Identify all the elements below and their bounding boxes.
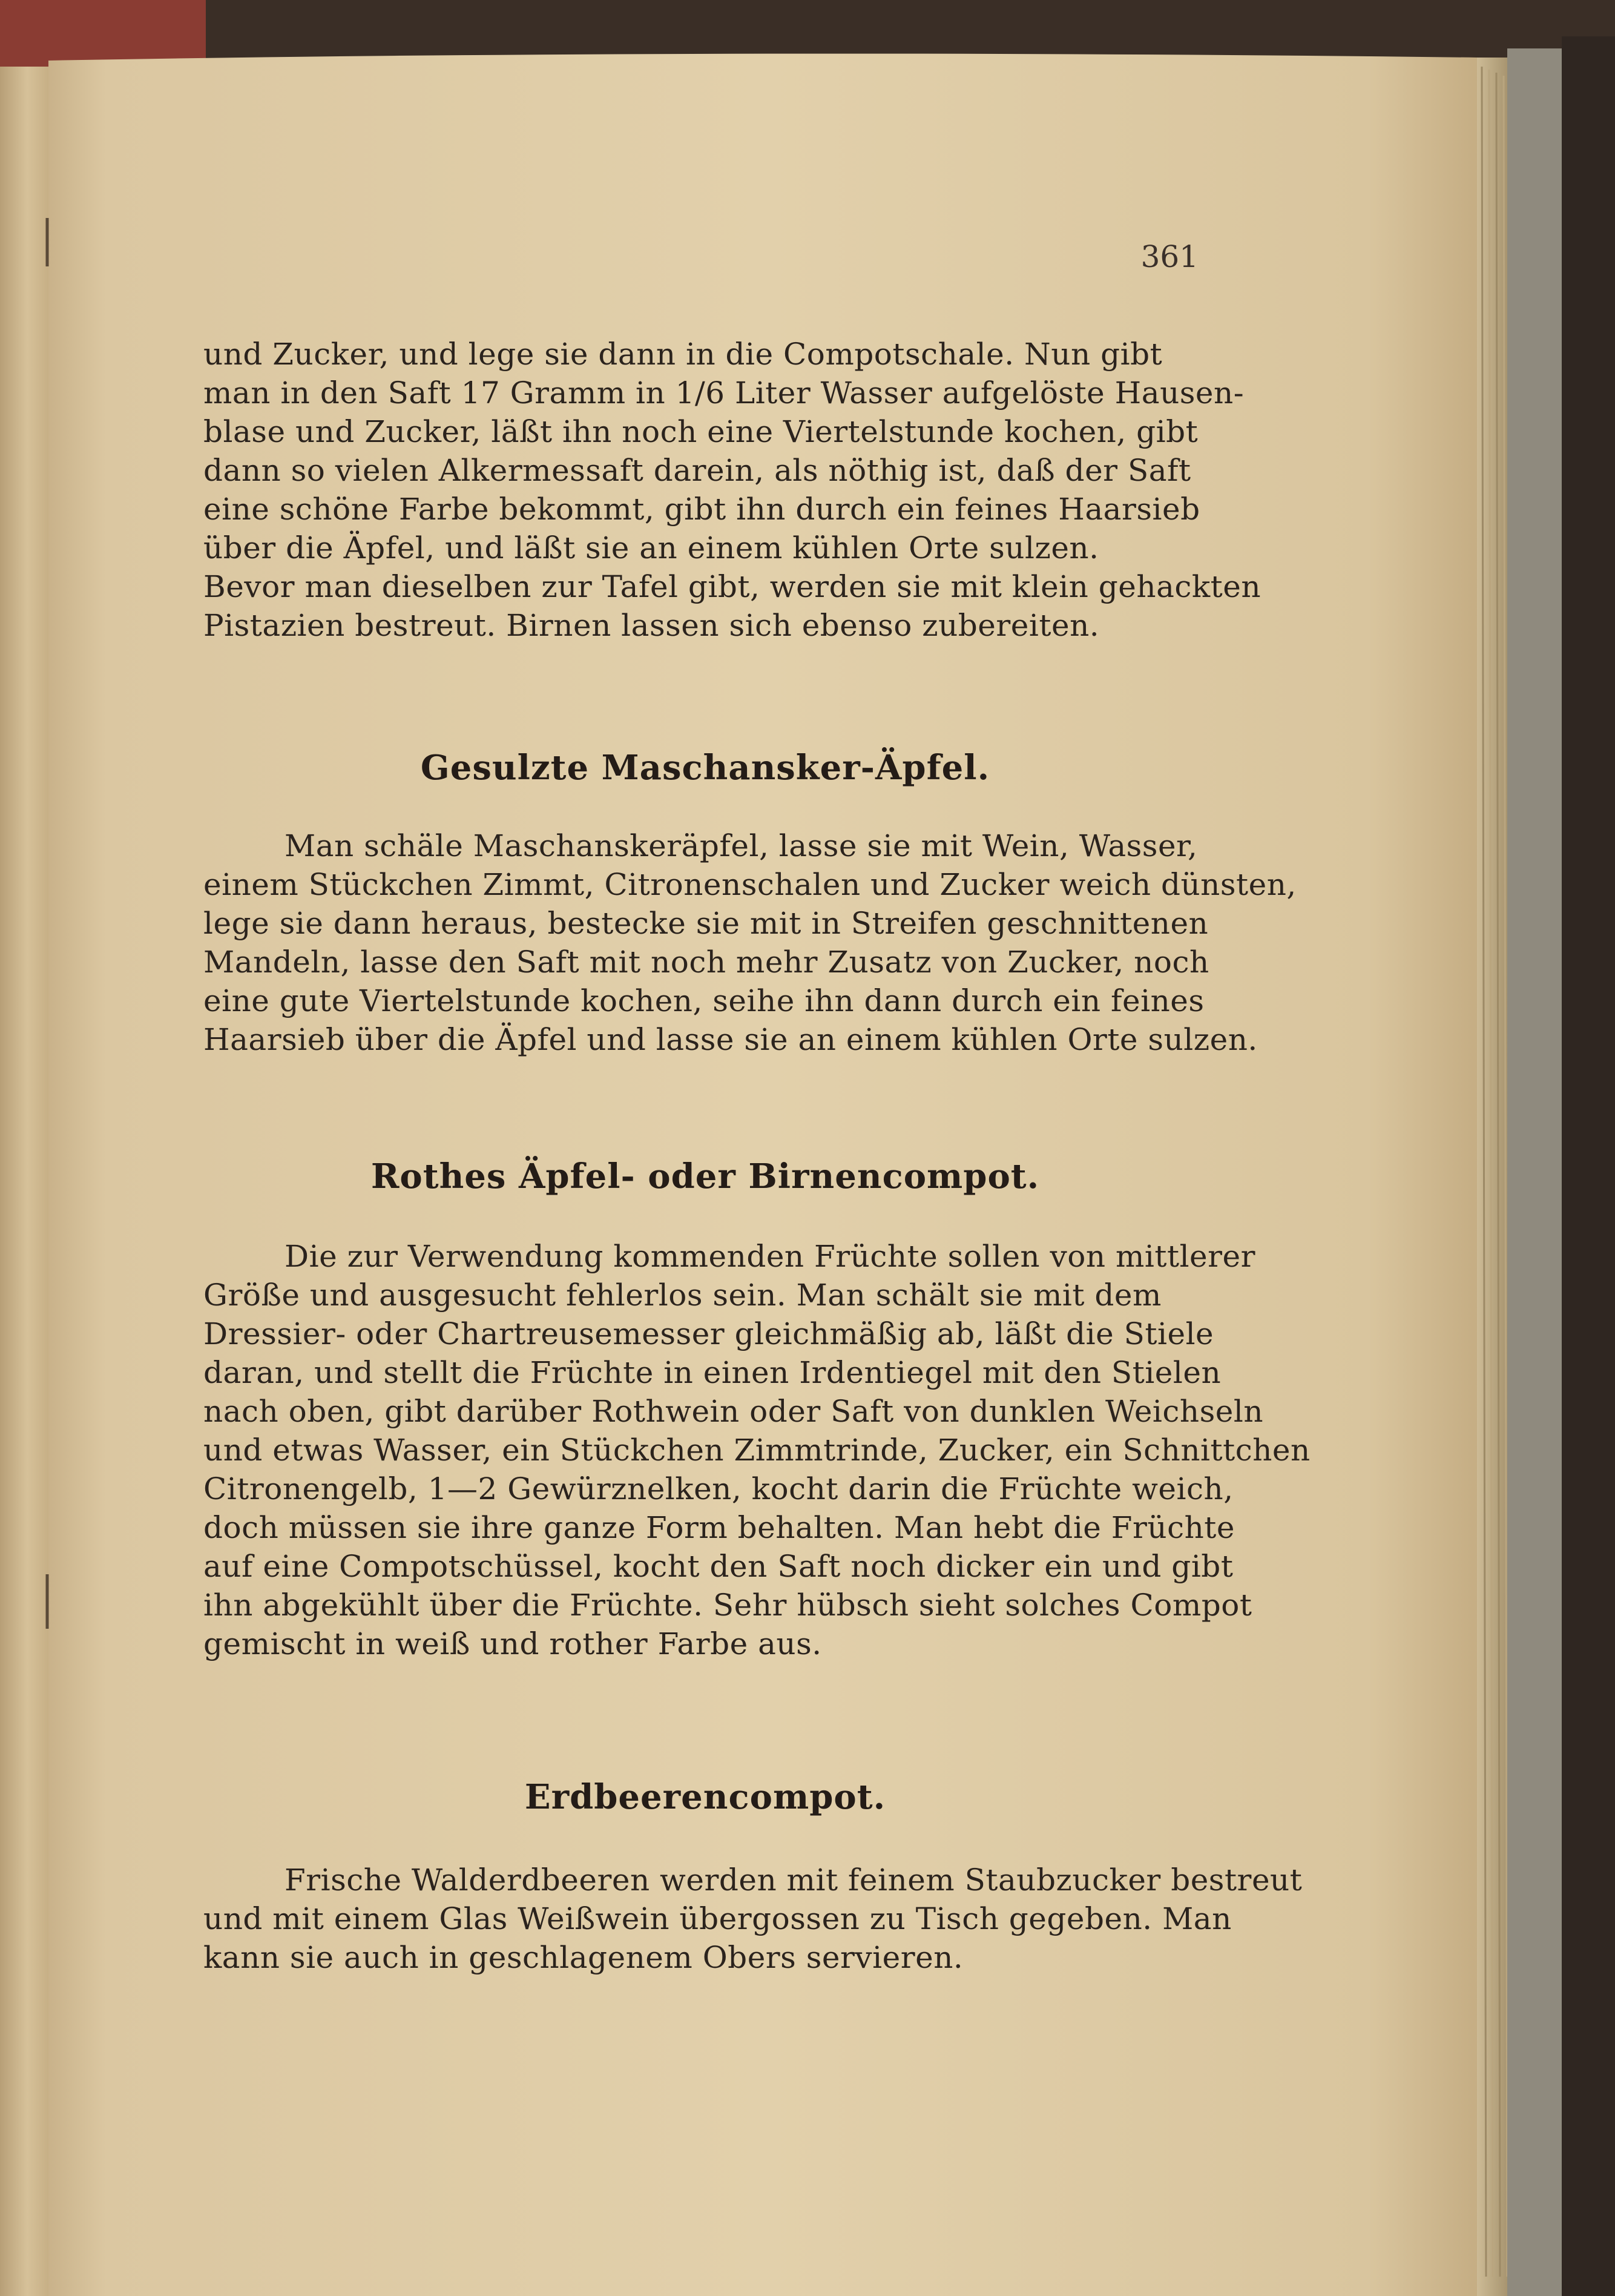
- text-line: Frische Walderdbeeren werden mit feinem Staubzucker bestreut: [285, 1862, 1303, 1898]
- text-line: eine gute Viertelstunde kochen, seihe ihn dann durch ein feines: [203, 983, 1205, 1018]
- text-line: Citronengelb, 1—2 Gewürznelken, kocht darin die Früchte weich,: [203, 1471, 1234, 1506]
- text-line: Größe und ausgesucht fehlerlos sein. Man schält sie mit dem: [203, 1278, 1162, 1313]
- text-line: Bevor man dieselben zur Tafel gibt, werden sie mit klein gehackten: [203, 569, 1261, 604]
- text-line: Dressier- oder Chartreusemesser gleichmäßig ab, läßt die Stiele: [203, 1316, 1214, 1351]
- section-heading: Rothes Äpfel- oder Birnencompot.: [370, 1156, 1040, 1196]
- text-line: nach oben, gibt darüber Rothwein oder Saft von dunklen Weichseln: [203, 1394, 1264, 1429]
- text-line: eine schöne Farbe bekommt, gibt ihn durch ein feines Haarsieb: [203, 492, 1200, 527]
- text-line: doch müssen sie ihre ganze Form behalten. Man hebt die Früchte: [203, 1510, 1235, 1545]
- text-line: lege sie dann heraus, bestecke sie mit in Streifen geschnittenen: [203, 906, 1209, 941]
- text-line: Die zur Verwendung kommenden Früchte sollen von mittlerer: [285, 1239, 1256, 1274]
- text-line: und mit einem Glas Weißwein übergossen zu Tisch gegeben. Man: [203, 1901, 1232, 1936]
- section-heading: Gesulzte Maschansker-Äpfel.: [420, 748, 990, 788]
- text-line: und Zucker, und lege sie dann in die Compotschale. Nun gibt: [203, 337, 1163, 372]
- section-heading: Erdbeerencompot.: [524, 1777, 886, 1817]
- text-line: Haarsieb über die Äpfel und lasse sie an einem kühlen Orte sulzen.: [203, 1022, 1258, 1057]
- text-line: dann so vielen Alkermessaft darein, als nöthig ist, daß der Saft: [203, 453, 1191, 488]
- text-line: Pistazien bestreut. Birnen lassen sich ebenso zubereiten.: [203, 608, 1100, 643]
- text-line: Man schäle Maschanskeräpfel, lasse sie mit Wein, Wasser,: [285, 828, 1198, 863]
- text-line: ihn abgekühlt über die Früchte. Sehr hübsch sieht solches Compot: [203, 1588, 1252, 1623]
- text-line: einem Stückchen Zimmt, Citronenschalen und Zucker weich dünsten,: [203, 867, 1297, 902]
- text-line: blase und Zucker, läßt ihn noch eine Viertelstunde kochen, gibt: [203, 414, 1199, 449]
- page-number: 361: [1140, 239, 1199, 274]
- text-line: auf eine Compotschüssel, kocht den Saft noch dicker ein und gibt: [203, 1549, 1234, 1584]
- text-line: kann sie auch in geschlagenem Obers servieren.: [203, 1940, 964, 1975]
- text-line: über die Äpfel, und läßt sie an einem kühlen Orte sulzen.: [203, 530, 1099, 566]
- text-line: gemischt in weiß und rother Farbe aus.: [203, 1626, 822, 1661]
- text-line: man in den Saft 17 Gramm in 1/6 Liter Wasser aufgelöste Hausen-: [203, 375, 1245, 411]
- text-line: und etwas Wasser, ein Stückchen Zimmtrinde, Zucker, ein Schnittchen: [203, 1433, 1311, 1468]
- text-line: daran, und stellt die Früchte in einen Irdentiegel mit den Stielen: [203, 1355, 1222, 1390]
- text-line: Mandeln, lasse den Saft mit noch mehr Zusatz von Zucker, noch: [203, 945, 1209, 980]
